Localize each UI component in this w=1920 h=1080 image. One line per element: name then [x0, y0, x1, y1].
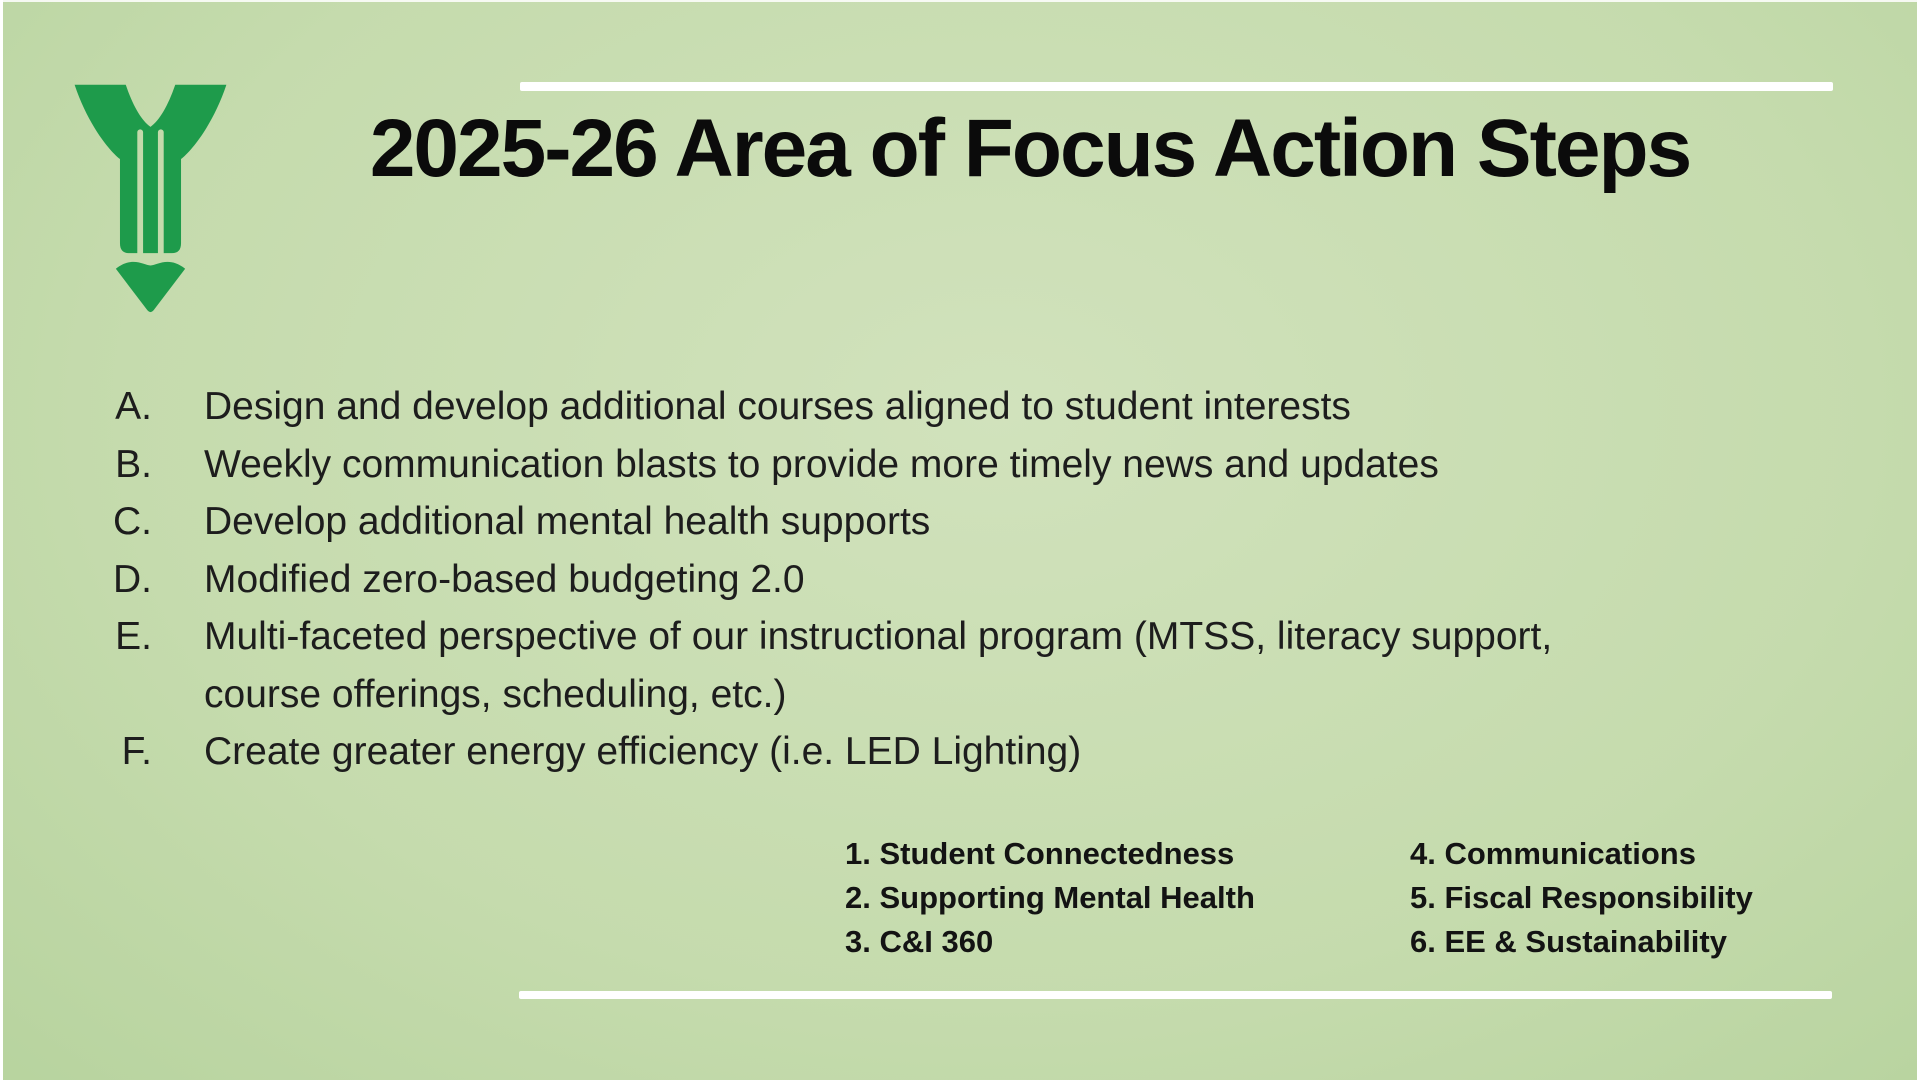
focus-area-item: 4. Communications [1410, 836, 1696, 871]
title-divider-line [520, 82, 1833, 91]
pencil-y-logo-icon [68, 80, 233, 314]
action-step-item [108, 378, 1668, 436]
step-text: Modified zero-based budgeting 2.0 [204, 557, 805, 601]
step-text: Create greater energy efficiency (i.e. LED Lighting) [204, 730, 1082, 773]
step-letter: A. [115, 385, 152, 428]
step-text: Design and develop additional courses aligned to student interests [204, 385, 1351, 428]
step-letter: D. [113, 557, 152, 601]
step-letter: F. [121, 730, 152, 773]
action-step-item [108, 436, 1668, 494]
focus-area-item: 2. Supporting Mental Health [845, 880, 1255, 915]
action-step-item [108, 608, 1668, 723]
focus-area-item: 6. EE & Sustainability [1410, 924, 1727, 959]
action-step-item [108, 723, 1668, 781]
step-text: Weekly communication blasts to provide more timely news and updates [204, 442, 1439, 486]
step-letter: C. [113, 500, 152, 543]
action-steps-list [108, 378, 1668, 781]
slide-top-border [0, 0, 1920, 2]
action-step-item [108, 493, 1668, 551]
step-letter: B. [115, 442, 152, 486]
footer-divider-line [519, 991, 1832, 999]
action-step-item [108, 551, 1668, 609]
step-text: Multi-faceted perspective of our instructional program (MTSS, literacy support, course offerings, scheduling, etc.) [204, 615, 1553, 716]
focus-area-item: 5. Fiscal Responsibility [1410, 880, 1753, 915]
step-text: Develop additional mental health supports [204, 500, 931, 543]
slide-left-border [0, 0, 3, 1080]
slide-title: 2025-26 Area of Focus Action Steps [369, 103, 1691, 194]
focus-area-item: 3. C&I 360 [845, 924, 994, 959]
focus-areas-list-left [845, 832, 1255, 964]
focus-areas-list-right [1410, 832, 1753, 964]
focus-area-item: 1. Student Connectedness [845, 836, 1235, 871]
step-letter: E. [115, 615, 152, 658]
